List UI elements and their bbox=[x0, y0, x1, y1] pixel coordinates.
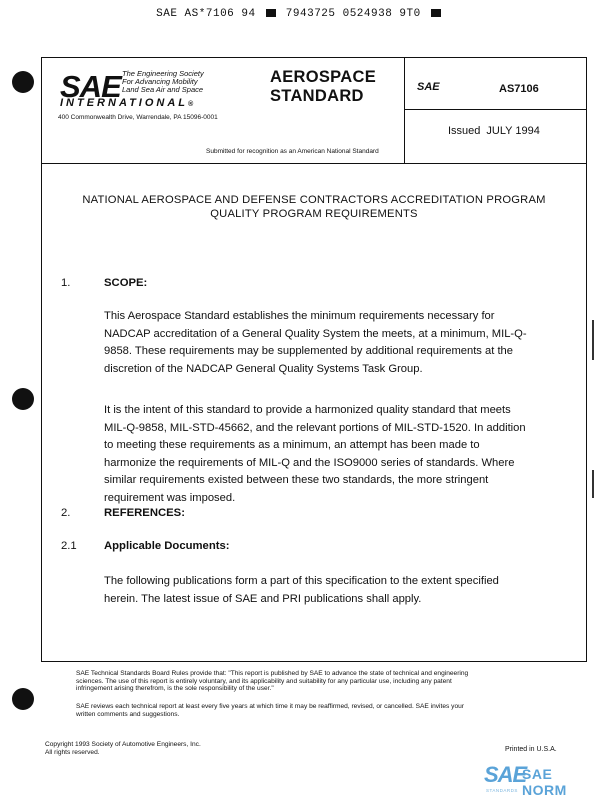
punch-hole bbox=[12, 688, 34, 710]
submitted-note: Submitted for recognition as an American National Standard bbox=[206, 148, 379, 155]
paragraph-scope-1: This Aerospace Standard establishes the minimum requirements necessary for NADCAP accreditation of a General Quality System the meets, at a minimum, MIL-Q- 9858. These requirements may be supplemented by additional requirements at the discretion of the NADCAP General Quality Systems Task Group. bbox=[104, 310, 527, 375]
paragraph-scope-2: It is the intent of this standard to provide a harmonized quality standard that meets MIL-Q-9858, MIL-STD-45662, and the relevant portions of MIL-STD-1520. In addition to meeting these requirements as a minimum, an attempt has been made to harmonize the requirements of MIL-Q and the ISO9000 series of standards. Where similar requirements existed between these two standards, the more stringent requirement was imposed. bbox=[104, 404, 526, 504]
watermark-text: SAE NORM bbox=[522, 766, 567, 797]
registered-mark: ® bbox=[188, 101, 194, 108]
paragraph-applicable-docs: The following publications form a part of this specification to the extent specified herein. The latest issue of SAE and PRI publications shall apply. bbox=[104, 575, 499, 605]
scan-header bbox=[0, 8, 600, 20]
doc-number-row bbox=[405, 58, 586, 110]
header-right bbox=[405, 58, 586, 164]
board-rules-note: SAE Technical Standards Board Rules provide that: "This report is published by SAE to advance the state of technical and engineering sciences. The use of this report is entirely voluntary, and its applicability and suitability for any particular use, including any patent infringement arising therefrom, is the sole responsibility of the user." bbox=[76, 670, 469, 693]
header-left bbox=[42, 58, 405, 164]
sae-norm-watermark bbox=[484, 762, 594, 797]
address: 400 Commonwealth Drive, Warrendale, PA 15096-0001 bbox=[58, 114, 218, 121]
issued-date: Issued JULY 1994 bbox=[448, 125, 540, 137]
punch-hole bbox=[12, 388, 34, 410]
international-label: INTERNATIONAL® bbox=[60, 97, 194, 109]
sae-logo: SAE bbox=[60, 69, 121, 104]
doc-type-title: AEROSPACE STANDARD bbox=[270, 68, 376, 105]
watermark-subtext: STANDARDS bbox=[486, 788, 518, 793]
watermark-logo: SAE bbox=[484, 762, 527, 787]
punch-hole bbox=[12, 71, 34, 93]
margin-mark bbox=[592, 320, 594, 360]
margin-mark bbox=[592, 470, 594, 498]
scan-header-right: 7943725 0524938 9T0 bbox=[285, 8, 421, 20]
scan-header-left: SAE AS*7106 94 bbox=[156, 8, 256, 20]
doc-number: AS7106 bbox=[499, 83, 539, 95]
copyright: Copyright 1993 Society of Automotive Engineers, Inc. All rights reserved. bbox=[45, 741, 201, 756]
scan-block-mark bbox=[431, 9, 441, 17]
scan-block-mark bbox=[266, 9, 276, 17]
review-note: SAE reviews each technical report at least every five years at which time it may be reaffirmed, revised, or cancelled. SAE invites your written comments and suggestions. bbox=[76, 703, 464, 718]
document-title: NATIONAL AEROSPACE AND DEFENSE CONTRACTORS ACCREDITATION PROGRAM QUALITY PROGRAM REQUIREMENTS bbox=[82, 194, 546, 220]
tagline: The Engineering Society For Advancing Mobility Land Sea Air and Space bbox=[122, 69, 204, 94]
sae-small-logo: SAE bbox=[417, 81, 440, 93]
printed-in: Printed in U.S.A. bbox=[505, 746, 557, 753]
